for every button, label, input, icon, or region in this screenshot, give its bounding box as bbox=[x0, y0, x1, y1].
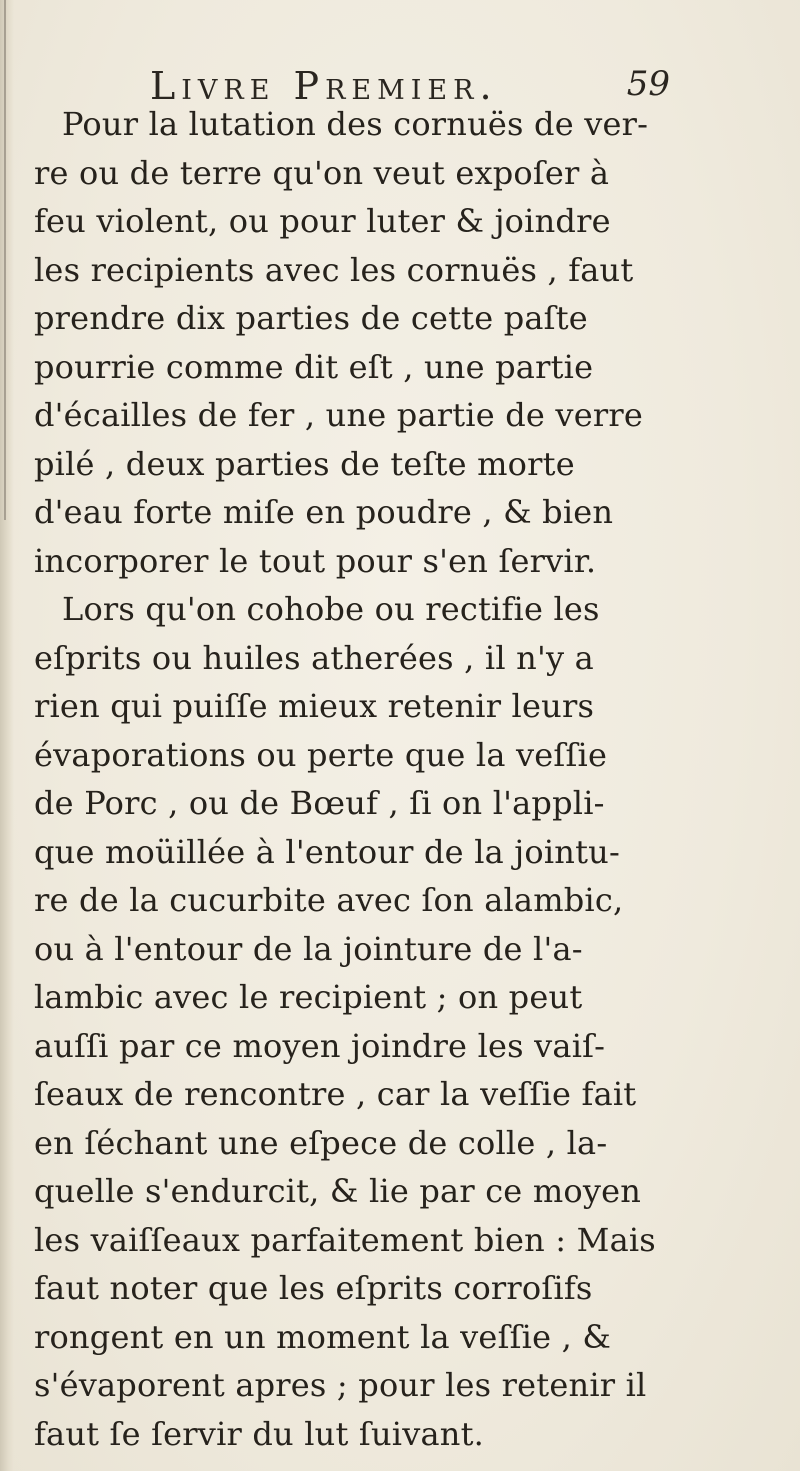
page-number: 59 bbox=[626, 64, 670, 104]
paragraph bbox=[34, 585, 794, 1458]
paragraph bbox=[34, 100, 794, 585]
text-line: Pour la lutation des cornuës de ver- bbox=[62, 105, 649, 143]
text-line: quelle s'endurcit, & lie par ce moyen bbox=[34, 1172, 642, 1210]
text-line: les vaiſſeaux parfaitement bien : Mais bbox=[34, 1220, 656, 1259]
text-line: s'évaporent apres ; pour les retenir il bbox=[34, 1366, 647, 1404]
text-line: évaporations ou perte que la veſſie bbox=[34, 735, 608, 774]
text-line: que moüillée à l'entour de la jointu- bbox=[34, 832, 620, 871]
body-text bbox=[34, 100, 794, 1458]
text-line: incorporer le tout pour s'en ſervir. bbox=[34, 541, 597, 580]
text-line: rien qui puiſſe mieux retenir leurs bbox=[34, 687, 595, 725]
binding-line bbox=[4, 0, 6, 520]
text-line: lambic avec le recipient ; on peut bbox=[34, 978, 583, 1016]
text-line: Lors qu'on cohobe ou rectifie les bbox=[62, 590, 600, 628]
running-head-title: Livre Premier. bbox=[150, 64, 498, 108]
text-line: feu violent, ou pour luter & joindre bbox=[34, 202, 611, 240]
text-line: ou à l'entour de la jointure de l'a- bbox=[34, 929, 583, 968]
text-line: eſprits ou huiles atherées , il n'y a bbox=[34, 638, 594, 677]
text-line: faut ſe ſervir du lut ſuivant. bbox=[34, 1414, 484, 1453]
text-line: rongent en un moment la veſſie , & bbox=[34, 1317, 612, 1356]
text-line: re ou de terre qu'on veut expoſer à bbox=[34, 153, 610, 192]
text-line: re de la cucurbite avec ſon alambic, bbox=[34, 881, 624, 919]
text-line: ſeaux de rencontre , car la veſſie fait bbox=[34, 1075, 637, 1113]
text-line: d'eau forte miſe en poudre , & bien bbox=[34, 493, 614, 531]
text-line: en ſéchant une eſpece de colle , la- bbox=[34, 1123, 608, 1162]
page-binding-edge bbox=[0, 0, 14, 1471]
text-line: de Porc , ou de Bœuf , ſi on l'appli- bbox=[34, 784, 605, 822]
text-line: auſſi par ce moyen joindre les vaiſ- bbox=[34, 1026, 606, 1065]
text-line: d'écailles de fer , une partie de verre bbox=[34, 396, 643, 434]
text-line: faut noter que les eſprits corroſifs bbox=[34, 1269, 593, 1307]
text-line: pilé , deux parties de teſte morte bbox=[34, 444, 575, 483]
text-line: les recipients avec les cornuës , faut bbox=[34, 250, 634, 289]
text-line: prendre dix parties de cette paſte bbox=[34, 299, 588, 337]
text-line: pourrie comme dit eſt , une partie bbox=[34, 347, 594, 386]
